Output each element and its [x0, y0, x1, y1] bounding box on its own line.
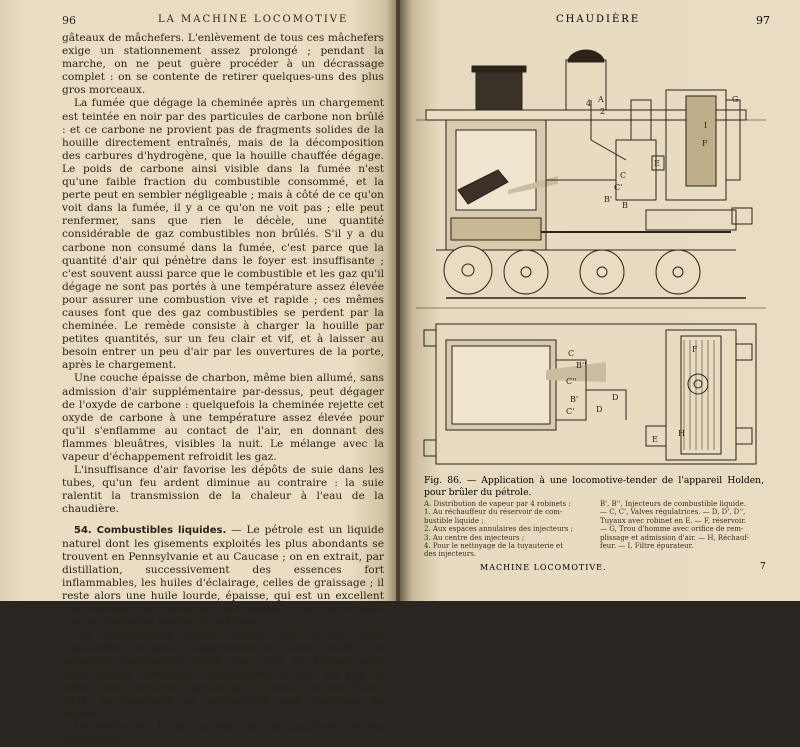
signature-footer: MACHINE LOCOMOTIVE. [480, 563, 607, 572]
section-heading: 54. Combustibles liquides. [74, 525, 227, 537]
figure-label: C'' [566, 377, 577, 386]
right-running-head: CHAUDIÈRE [556, 14, 641, 25]
legend-line: 2. Aux espaces annulaires des injecteurs ; [424, 525, 573, 534]
left-page-number: 96 [62, 14, 76, 27]
figure-label: B'' [576, 361, 587, 370]
left-page [0, 0, 398, 746]
figure-label: C' [566, 407, 575, 416]
legend-line: bustible liquide ; [424, 516, 484, 525]
paragraph: Dix kilogrammes d'huile lourde sont à peu près l'équivalent de quinze kilogrammes de bonne houille. Cet excellent combustible coûte trop cher en France pour qu'on puisse l'employer couramment. Il n'en est pas de même dans certaines parties de la Russie, et des États-Unis, ou beaucoup de locomotives sont chauffées au pétrole. [62, 629, 384, 720]
figure-label: H [678, 429, 685, 438]
elevation-view [416, 50, 766, 308]
paragraph: On brûle les huiles lourdes et les goudrons en les pulvérisant [62, 720, 384, 746]
figure-label: C [620, 171, 627, 180]
figure-label: C [568, 349, 575, 358]
legend-left-column [424, 500, 586, 559]
legend-line: 1. Au réchauffeur du réservoir de com- [424, 508, 563, 517]
figure-label: D [596, 405, 603, 414]
legend-line: 4. Pour le nettoyage de la tuyauterie et [424, 542, 564, 551]
legend-line: A. Distribution de vapeur par 4 robinets : [424, 500, 571, 508]
legend-right-column [600, 500, 762, 550]
legend-line: — C, C', Valves régulatrices. — D, D', D'', [600, 508, 746, 517]
legend-line: 3. Au centre des injecteurs ; [424, 533, 525, 542]
holden-apparatus-figure [416, 40, 766, 470]
figure-label: G [732, 95, 739, 104]
figure-label: E [654, 159, 660, 168]
legend-line: des injecteurs. [424, 550, 477, 559]
figure-label: 2 [600, 107, 606, 116]
signature-number: 7 [760, 562, 766, 572]
paragraph: L'insuffisance d'air favorise les dépôts de suie dans les tubes, qu'un feu ardent diminue au contraire : la suie ralentit la transmission de la chaleur à l'eau de la chaudière. [62, 464, 384, 516]
paragraph: Une couche épaisse de charbon, même bien allumé, sans admission d'air supplémentaire par-dessus, peut dégager de l'oxyde de carbone : quelquefois la cheminée rejette cet oxyde de carbone à une température assez élevée pour qu'il s'enflamme au contact de l'air, en donnant des flammes bleuâtres, visibles la nuit. Le mélange avec la vapeur d'échappement refroidit les gaz. [62, 372, 384, 463]
left-running-head: LA MACHINE LOCOMOTIVE [158, 14, 349, 25]
figure-label: B [622, 201, 628, 210]
figure-label: E [652, 435, 658, 444]
legend-line: — G, Trou d'homme avec orifice de rem- [600, 525, 744, 534]
figure-label: F [692, 345, 698, 354]
legend-line: Tuyaux avec robinet en E. — F, réservoir. [600, 516, 747, 525]
figure-label: 4 [586, 99, 592, 108]
legend-line: B', B'', Injecteurs de combustible liquide. [600, 500, 746, 508]
right-page-number: 97 [756, 14, 770, 27]
left-body-text [62, 32, 384, 747]
section-text: — Le pétrole est un liquide naturel dont les gisements exploités les plus abondants se trouvent en Pennsylvanie et au Caucase ; on en extrait, par distillation, successivement des essences fort inflammables, les huiles d'éclairage, celles de graissage ; il reste alors une huile lourde, épaisse, qui est un excellent combustible. Les goudrons des usines à gaz se brûlent comme les huiles lourdes de pétrole. [62, 524, 384, 629]
figure-label: I [704, 121, 708, 130]
figure-caption: Fig. 86. — Application à une locomotive-tender de l'appareil Holden, pour brûler du pétrole. [424, 475, 764, 498]
section-paragraph [62, 524, 384, 629]
figure-label: A [598, 95, 604, 104]
figure-label: F [702, 139, 708, 148]
figure-label: C' [614, 183, 623, 192]
paragraph: gâteaux de mâchefers. L'enlèvement de tous ces mâchefers exige un stationnement assez prolongé ; pendant la marche, on ne peut guère procéder à un décrassage complet : on se contente de retirer quelques-uns des plus gros morceaux. [62, 32, 384, 97]
figure-label: B' [570, 395, 579, 404]
figure-label: D [612, 393, 619, 402]
legend-line: plissage et admission d'air. — H, Réchauf- [600, 533, 750, 542]
figure-label: B' [604, 195, 613, 204]
legend-line: feur. — I, Filtre épurateur. [600, 542, 694, 551]
plan-view [424, 324, 756, 464]
paragraph: La fumée que dégage la cheminée après un chargement est teintée en noir par des particules de carbone non brûlé : et ce carbone ne provient pas de fragments solides de la houille directement entraînés, mais de la décomposition des carbures d'hydrogène, que la houille chauffée dégage. Le poids de carbone ainsi visible dans la fumée n'est qu'une faible fraction du combustible consommé, et la perte peut en sembler négligeable ; mais à côté de ce qu'on voit dans la fumée, il y a ce qu'on ne voit pas ; elle peut renfermer, sans que rien le décèle, une quantité considérable de gaz combustibles non brûlés. S'il y a du carbone non consumé dans la fumée, c'est parce que la quantité d'air qui pénètre dans le foyer est insuffisante ; c'est souvent aussi parce que le combustible et les gaz qu'il dégage ne sont pas portés à une température assez élevée pour assurer une combustion vive et rapide ; ces mêmes causes font que des gaz combustibles se perdent par la cheminée. Le remède consiste à charger la houille par petites quantités, sur un feu clair et vif, et à laisser au besoin entrer un peu d'air par les ouvertures de la porte, après le chargement. [62, 97, 384, 372]
